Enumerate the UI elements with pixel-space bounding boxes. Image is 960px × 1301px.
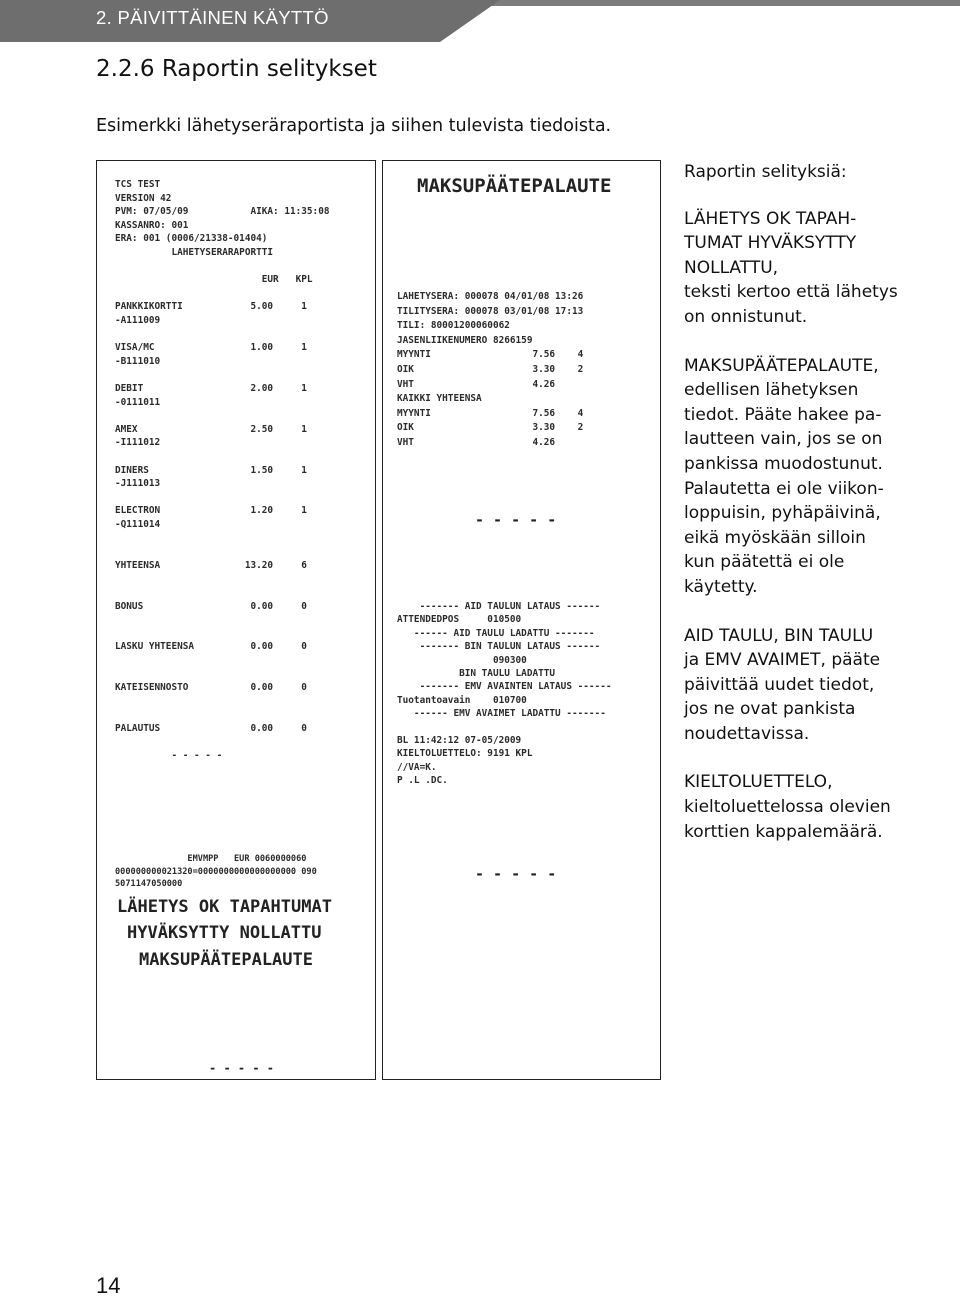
receipt-line: TILITYSERA: 000078 03/01/08 17:13 [397,305,584,317]
receipt-line: 5071147050000 [115,879,183,889]
explanation-line: LÄHETYS OK TAPAH- [684,208,857,229]
receipt-line: TILI: 80001200060062 [397,320,510,332]
explanation-line: ja EMV AVAIMET, pääte [684,650,881,671]
explanation-paragraph [684,624,914,747]
receipt-line: VHT 4.26 [397,378,556,390]
explanation-line: loppuisin, pyhäpäivinä, [684,503,881,524]
explanation-line: kieltoluettelossa olevien [684,797,891,818]
receipt-end-dashes: - - - - - [209,1061,275,1075]
receipt-line: ------- AID TAULUN LATAUS ------ [397,601,601,612]
receipt-line: LAHETYSERA: 000078 04/01/08 13:26 [397,291,584,302]
explanation-paragraph [684,207,914,330]
explanation-line: kun päätettä ei ole [684,552,845,573]
receipt-line: YHTEENSA 13.20 6 [115,559,307,571]
receipt-line: VISA/MC 1.00 1 [115,342,307,354]
receipt-line: VHT 4.26 [397,437,556,448]
receipt-right-content [383,161,660,1079]
receipt-line: PVM: 07/05/09 AIKA: 11:35:08 [115,206,330,218]
receipt-line: BONUS 0.00 0 [115,600,307,612]
receipt-line: DEBIT 2.00 1 [115,383,307,394]
explanation-paragraph [684,770,914,844]
page-number: 14 [96,1273,121,1298]
explanation-line: AID TAULU, BIN TAULU [684,625,874,646]
receipt-line: - - - - - [115,750,223,762]
receipt-line: JASENLIIKENUMERO 8266159 [397,334,533,346]
receipt-big-line: MAKSUPÄÄTEPALAUTE [139,950,313,970]
explanation-line: NOLLATTU, [684,257,779,278]
explanation-line: teksti kertoo että lähetys [684,282,898,303]
receipt-line: KASSANRO: 001 [115,219,189,231]
receipt-line: BIN TAULU LADATTU [397,668,556,679]
receipt-line: VERSION 42 [115,192,172,204]
receipt-big-line: LÄHETYS OK TAPAHTUMAT [117,897,332,917]
receipt-line: KIELTOLUETTELO: 9191 KPL [397,748,533,760]
receipt-line: KATEISENNOSTO 0.00 0 [115,682,307,694]
receipt-line: ATTENDEDPOS 010500 [397,614,522,626]
receipt-left [96,160,376,1080]
receipt-line: -I111012 [115,437,161,449]
explanation-paragraph [684,354,914,600]
explanations-title: Raportin selityksiä: [684,162,847,182]
receipt-line: Tuotantoavain 010700 [397,694,527,706]
receipt-line: //VA=K. [397,761,437,773]
chapter-title: 2. PÄIVITTÄINEN KÄYTTÖ [96,7,329,28]
receipt-line: -A111009 [115,315,161,326]
receipt-line: -Q111014 [115,519,161,530]
explanation-line: korttien kappalemäärä. [684,821,883,842]
receipt-line: TCS TEST [115,179,161,190]
explanation-line: TUMAT HYVÄKSYTTY [684,233,857,254]
receipt-line: MYYNTI 7.56 4 [397,407,584,419]
explanation-line: jos ne ovat pankista [684,699,856,720]
receipt-line: AMEX 2.50 1 [115,423,307,435]
receipt-right [382,160,661,1080]
receipt-line: LAHETYSERARAPORTTI [115,247,274,258]
receipt-line: PANKKIKORTTI 5.00 1 [115,301,307,313]
explanation-line: pankissa muodostunut. [684,453,883,474]
receipt-mid-dashes: - - - - - [475,511,557,529]
receipt-line: ERA: 001 (0006/21338-01404) [115,233,268,245]
receipt-line: DINERS 1.50 1 [115,464,307,476]
explanation-line: käytetty. [684,576,758,597]
receipt-line: ------ AID TAULU LADATTU ------- [397,627,595,639]
explanation-line: on onnistunut. [684,306,808,327]
receipt-line: ------ EMV AVAIMET LADATTU ------- [397,708,606,720]
receipt-line: -J111013 [115,478,161,490]
receipt-line: OIK 3.30 2 [397,364,584,375]
receipt-line: LASKU YHTEENSA 0.00 0 [115,641,307,653]
intro-text: Esimerkki lähetyseräraportista ja siihen tulevista tiedoista. [96,116,612,136]
receipt-line: -B111010 [115,355,161,367]
receipt-end-dashes: - - - - - [475,865,557,883]
receipt-line: 090300 [397,654,527,666]
receipt-line: ------- BIN TAULUN LATAUS ------ [397,641,601,653]
receipt-left-content [97,161,375,1079]
receipt-line: MYYNTI 7.56 4 [397,349,584,361]
receipt-line: EMVMPP EUR 0060000060 [115,854,307,864]
explanation-line: lautteen vain, jos se on [684,429,883,450]
explanation-line: tiedot. Pääte hakee pa- [684,404,882,425]
receipt-line: -0111011 [115,396,161,408]
receipt-line: PALAUTUS 0.00 0 [115,723,307,734]
receipt-title: MAKSUPÄÄTEPALAUTE [417,175,612,197]
explanation-line: KIELTOLUETTELO, [684,772,833,793]
receipt-line: EUR KPL [115,274,313,286]
receipt-line: 000000000021320=0000000000000000000 090 [115,866,317,877]
receipt-line: P .L .DC. [397,775,448,787]
receipt-line: OIK 3.30 2 [397,422,584,434]
explanation-line: eikä myöskään silloin [684,527,866,548]
explanation-line: Palautetta ei ole viikon- [684,478,884,499]
explanation-line: edellisen lähetyksen [684,380,859,401]
explanation-line: päivittää uudet tiedot, [684,674,875,695]
receipt-big-line: HYVÄKSYTTY NOLLATTU [127,923,322,943]
receipt-line: ------- EMV AVAINTEN LATAUS ------ [397,681,612,693]
explanations [684,160,914,868]
explanation-line: MAKSUPÄÄTEPALAUTE, [684,355,879,376]
explanation-line: noudettavissa. [684,723,810,744]
receipt-line: KAIKKI YHTEENSA [397,393,482,405]
receipt-line: BL 11:42:12 07-05/2009 [397,735,522,746]
receipt-line: ELECTRON 1.20 1 [115,505,307,517]
section-title: 2.2.6 Raportin selitykset [96,56,377,82]
